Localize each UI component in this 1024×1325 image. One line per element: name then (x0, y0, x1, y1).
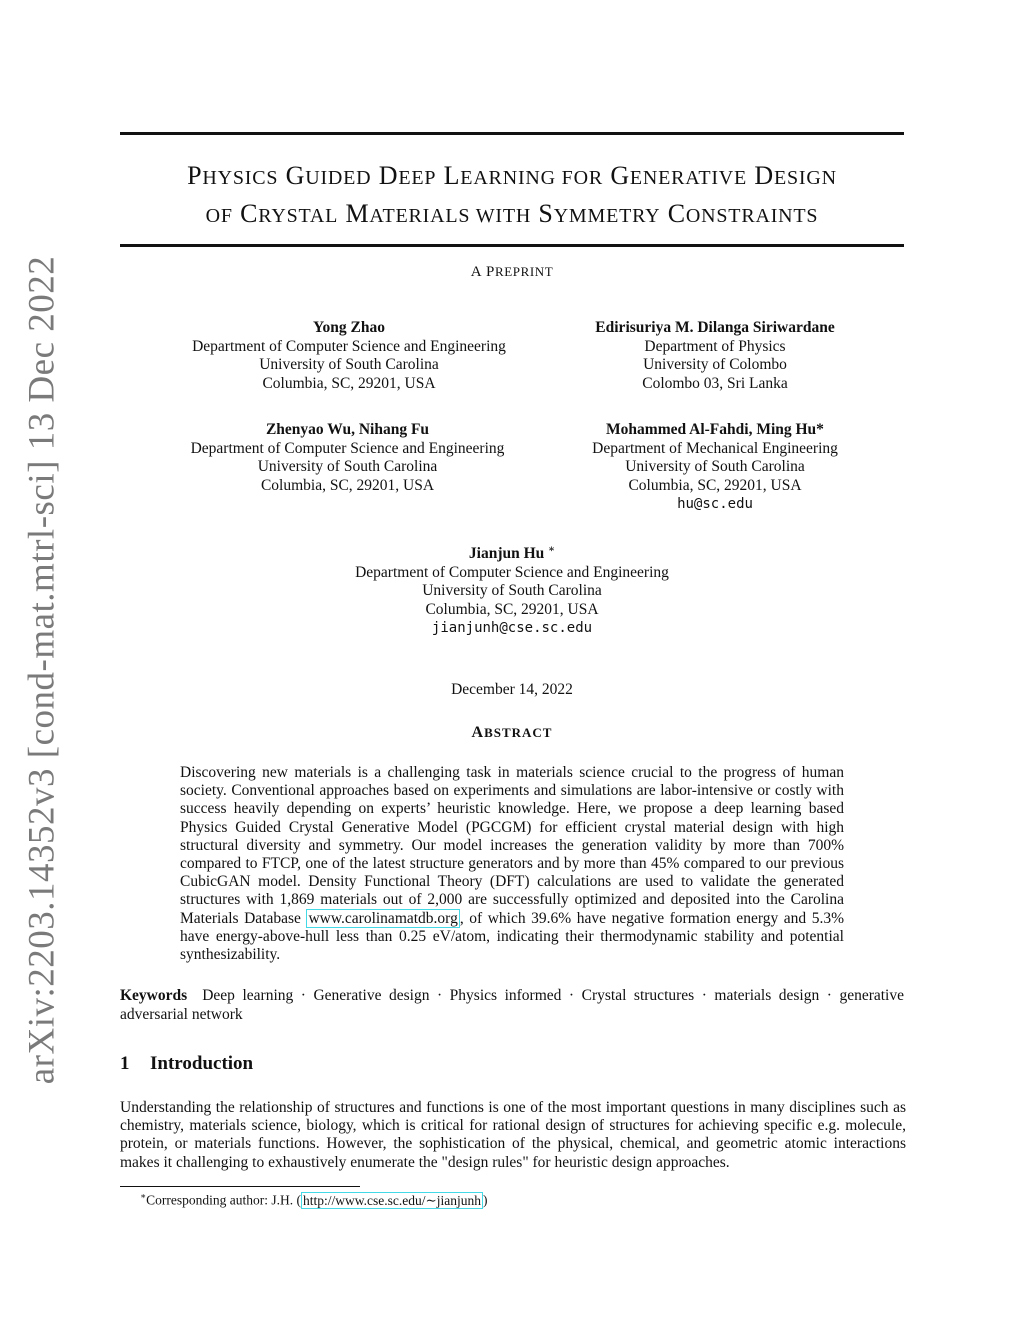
paper-title (120, 158, 904, 234)
author-univ: University of Colombo (643, 356, 787, 373)
author-univ: University of South Carolina (259, 356, 439, 373)
introduction-paragraph: Understanding the relationship of structures and functions is one of the most important questions in many disciplines such as chemistry, materials science, biology, which is critical for rational design of structures for achieving specific e.g. molecule, protein, or materials functions. However, the sophistication of the physical, chemical, and geometric atomic interactions makes it challenging to exhaustively enumerate the "design rules" for heuristic design approaches. (120, 1099, 906, 1171)
author-univ: University of South Carolina (257, 458, 438, 475)
preprint-label: A PREPRINT (470, 264, 554, 280)
title-bottom-rule (120, 244, 904, 247)
author-univ: University of South Carolina (422, 582, 602, 600)
author-block-1 (170, 319, 528, 393)
author-dept: Department of Physics (644, 337, 786, 355)
author-block-4 (570, 421, 860, 514)
author-address: Colombo 03, Sri Lanka (642, 374, 788, 392)
author-address: Columbia, SC, 29201, USA (628, 476, 802, 494)
arxiv-identifier: arXiv:2203.14352v3 [cond-mat.mtrl-sci] 13 Dec 2022 (21, 255, 63, 1085)
author-dept: Department of Computer Science and Engineering (355, 563, 669, 581)
abstract-heading: ABSTRACT (471, 724, 553, 741)
author-address: Columbia, SC, 29201, USA (260, 476, 435, 494)
author-univ: University of South Carolina (625, 458, 805, 475)
keywords-label: Keywords (120, 987, 188, 1004)
author-email: hu@sc.edu (677, 496, 753, 512)
footnote: ∗Corresponding author: J.H. ( http://www.cse.sc.edu/∼jianjunh ) (140, 1191, 488, 1208)
author-email: jianjunh@cse.sc.edu (431, 620, 593, 637)
author-name: Edirisuriya M. Dilanga Siriwardane (595, 319, 835, 336)
homepage-link[interactable]: http://www.cse.sc.edu/∼jianjunh (302, 1192, 482, 1208)
title-line-2: OF CRYSTAL MATERIALS WITH SYMMETRY CONSTRAINTS (205, 199, 819, 228)
author-name: Mohammed Al-Fahdi, Ming Hu* (606, 421, 824, 438)
author-name: Zhenyao Wu, Nihang Fu (265, 421, 430, 438)
publication-date: December 14, 2022 (451, 681, 573, 698)
author-name: Jianjun Hu ∗ (468, 544, 556, 563)
section-heading: 1 Introduction (120, 1053, 254, 1074)
author-address: Columbia, SC, 29201, USA (262, 374, 436, 392)
keywords (120, 987, 904, 1024)
footnote-rule (120, 1186, 360, 1187)
author-dept: Department of Computer Science and Engineering (192, 337, 506, 355)
title-top-rule (120, 132, 904, 135)
author-block-3 (170, 421, 525, 495)
carolina-matdb-link[interactable]: www.carolinamatdb.org (308, 909, 458, 927)
author-block-2 (560, 319, 870, 393)
author-address: Columbia, SC, 29201, USA (425, 600, 599, 618)
author-name: Yong Zhao (313, 319, 385, 336)
author-dept: Department of Mechanical Engineering (592, 439, 838, 457)
author-dept: Department of Computer Science and Engineering (190, 439, 505, 457)
author-block-5 (312, 541, 712, 638)
footnote-marker: ∗ (548, 544, 556, 555)
title-line-1: PHYSICS GUIDED DEEP LEARNING FOR GENERATIVE DESIGN (187, 161, 837, 190)
keywords-list: Deep learning · Generative design · Physics informed · Crystal structures · materials design · generative adversarial network (120, 987, 904, 1023)
abstract-body: Discovering new materials is a challenging task in materials science crucial to the progress of human society. Conventional approaches based on experiments and simulations are labor-intensive or costly with success heavily depending on experts’ heuristic knowledge. Here, we propose a deep learning based Physics Guided Crystal Generative Model (PGCGM) for efficient crystal material design with high structural diversity and symmetry. Our model increases the generation validity by more than 700% compared to FTCP, one of the latest structure generators and by more than 45% compared to our previous CubicGAN model. Density Functional Theory (DFT) calculations are used to validate the generated structures with 1,869 materials out of 2,000 are successfully optimized and deposited into the Carolina Materials Database www.carolinamatdb.org , of which 39.6% have negative formation energy and 5.3% have energy-above-hull less than 0.25 eV/atom, indicating their thermodynamic stability and potential synthesizability. (180, 764, 844, 964)
